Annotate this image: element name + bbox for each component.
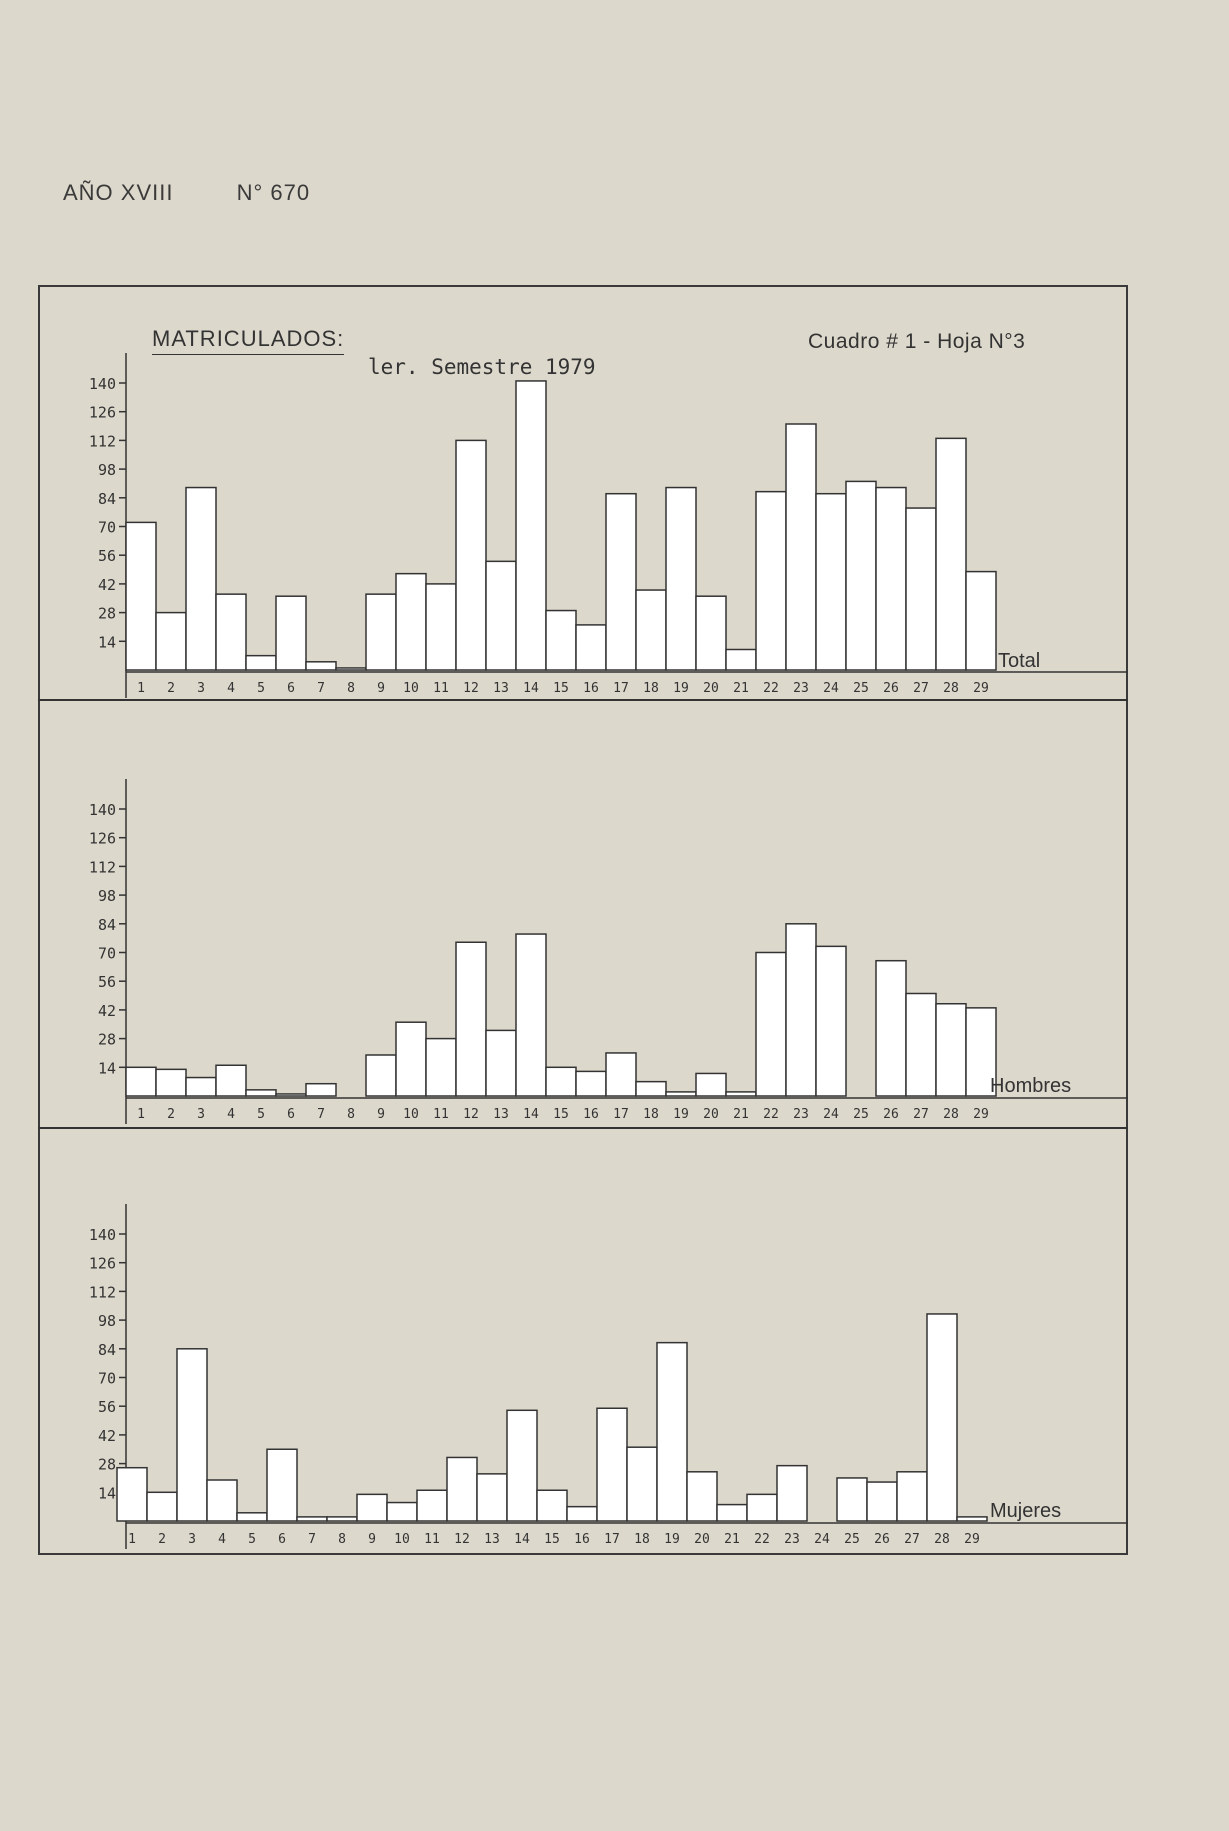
bar-mujeres-3 (177, 1349, 207, 1521)
bar-total-20 (696, 596, 726, 670)
y-tick-label: 98 (97, 461, 116, 480)
x-tick-label: 25 (853, 1107, 869, 1122)
x-tick-label: 6 (278, 1532, 286, 1547)
bar-mujeres-2 (147, 1492, 177, 1521)
bar-total-24 (816, 494, 846, 670)
x-tick-label: 27 (904, 1532, 920, 1547)
y-tick-label: 70 (97, 1369, 116, 1388)
x-tick-label: 28 (943, 681, 959, 696)
x-tick-label: 7 (308, 1532, 316, 1547)
x-tick-label: 7 (317, 681, 325, 696)
x-tick-label: 25 (853, 681, 869, 696)
volume-label: AÑO XVIII (63, 180, 174, 205)
x-tick-label: 13 (484, 1532, 500, 1547)
figure-reference: Cuadro # 1 - Hoja N°3 (808, 330, 1026, 353)
bar-total-28 (936, 438, 966, 670)
x-tick-label: 4 (227, 1107, 235, 1122)
bar-hombres-22 (756, 953, 786, 1097)
bar-hombres-14 (516, 934, 546, 1096)
x-tick-label: 16 (574, 1532, 590, 1547)
bar-mujeres-12 (447, 1457, 477, 1521)
x-tick-label: 15 (553, 1107, 569, 1122)
bar-mujeres-28 (927, 1314, 957, 1521)
y-tick-label: 42 (97, 1001, 116, 1020)
bar-total-6 (276, 596, 306, 670)
bar-mujeres-23 (777, 1466, 807, 1521)
x-tick-label: 20 (703, 681, 719, 696)
x-tick-label: 3 (197, 681, 205, 696)
x-tick-label: 28 (934, 1532, 950, 1547)
x-tick-label: 8 (347, 1107, 355, 1122)
x-tick-label: 2 (167, 681, 175, 696)
x-tick-label: 26 (883, 1107, 899, 1122)
x-tick-label: 4 (218, 1532, 226, 1547)
y-tick-label: 42 (97, 1426, 116, 1445)
x-tick-label: 22 (763, 1107, 779, 1122)
bar-mujeres-5 (237, 1513, 267, 1521)
x-tick-label: 12 (463, 681, 479, 696)
y-tick-label: 14 (97, 633, 116, 652)
x-tick-label: 23 (793, 681, 809, 696)
x-tick-label: 21 (733, 681, 749, 696)
x-tick-label: 1 (128, 1532, 136, 1547)
y-tick-label: 56 (97, 1398, 116, 1417)
bar-hombres-26 (876, 961, 906, 1096)
x-tick-label: 23 (793, 1107, 809, 1122)
x-tick-label: 6 (287, 1107, 295, 1122)
bar-total-2 (156, 613, 186, 670)
y-tick-label: 126 (88, 403, 116, 422)
y-tick-label: 70 (97, 518, 116, 537)
x-tick-label: 18 (643, 681, 659, 696)
x-tick-label: 21 (724, 1532, 740, 1547)
bar-hombres-4 (216, 1065, 246, 1096)
bar-hombres-21 (726, 1092, 756, 1096)
x-tick-label: 24 (823, 1107, 839, 1122)
bar-total-26 (876, 488, 906, 670)
x-tick-label: 9 (377, 681, 385, 696)
bar-total-9 (366, 594, 396, 670)
bar-total-15 (546, 611, 576, 670)
x-tick-label: 16 (583, 1107, 599, 1122)
y-tick-label: 140 (88, 801, 116, 819)
x-tick-label: 29 (964, 1532, 980, 1547)
x-tick-label: 19 (673, 1107, 689, 1122)
x-tick-label: 9 (377, 1107, 385, 1122)
bar-mujeres-15 (537, 1490, 567, 1521)
bar-hombres-28 (936, 1004, 966, 1096)
x-tick-label: 3 (197, 1107, 205, 1122)
bar-total-8 (336, 668, 366, 670)
bar-hombres-17 (606, 1053, 636, 1096)
x-tick-label: 10 (403, 1107, 419, 1122)
bar-hombres-10 (396, 1022, 426, 1096)
bar-total-22 (756, 492, 786, 670)
bar-hombres-19 (666, 1092, 696, 1096)
x-tick-label: 11 (433, 1107, 449, 1122)
bar-total-7 (306, 662, 336, 670)
y-tick-label: 28 (97, 1455, 116, 1474)
x-tick-label: 29 (973, 1107, 989, 1122)
y-tick-label: 56 (97, 973, 116, 992)
x-tick-label: 27 (913, 681, 929, 696)
y-tick-label: 84 (97, 915, 116, 934)
bar-mujeres-14 (507, 1410, 537, 1521)
x-tick-label: 17 (604, 1532, 620, 1547)
y-tick-label: 112 (88, 858, 116, 877)
y-tick-label: 112 (88, 432, 116, 451)
x-tick-label: 3 (188, 1532, 196, 1547)
bar-hombres-15 (546, 1067, 576, 1096)
x-tick-label: 13 (493, 681, 509, 696)
bar-hombres-9 (366, 1055, 396, 1096)
bar-hombres-5 (246, 1090, 276, 1096)
bar-mujeres-16 (567, 1507, 597, 1521)
x-tick-label: 18 (634, 1532, 650, 1547)
bar-mujeres-8 (327, 1517, 357, 1521)
x-tick-label: 20 (703, 1107, 719, 1122)
bar-total-5 (246, 656, 276, 670)
issue-number: N° 670 (236, 180, 311, 205)
x-tick-label: 11 (433, 681, 449, 696)
x-tick-label: 26 (883, 681, 899, 696)
x-tick-label: 29 (973, 681, 989, 696)
bar-total-13 (486, 561, 516, 670)
x-tick-label: 14 (514, 1532, 530, 1547)
x-tick-label: 8 (338, 1532, 346, 1547)
panel-label-hombres: Hombres (990, 1075, 1072, 1097)
y-tick-label: 98 (97, 887, 116, 906)
bar-total-4 (216, 594, 246, 670)
x-tick-label: 25 (844, 1532, 860, 1547)
bar-mujeres-1 (117, 1468, 147, 1521)
panel-label-mujeres: Mujeres (990, 1500, 1062, 1522)
x-tick-label: 2 (158, 1532, 166, 1547)
bar-mujeres-4 (207, 1480, 237, 1521)
bar-total-27 (906, 508, 936, 670)
x-tick-label: 19 (673, 681, 689, 696)
x-tick-label: 18 (643, 1107, 659, 1122)
bar-hombres-27 (906, 994, 936, 1097)
y-tick-label: 98 (97, 1312, 116, 1331)
x-tick-label: 24 (823, 681, 839, 696)
bar-hombres-18 (636, 1082, 666, 1096)
y-tick-label: 140 (88, 1226, 116, 1244)
bar-mujeres-29 (957, 1517, 987, 1521)
bar-mujeres-10 (387, 1503, 417, 1521)
bar-hombres-16 (576, 1071, 606, 1096)
x-tick-label: 5 (257, 1107, 265, 1122)
x-tick-label: 12 (454, 1532, 470, 1547)
x-tick-label: 9 (368, 1532, 376, 1547)
x-tick-label: 20 (694, 1532, 710, 1547)
bar-total-3 (186, 488, 216, 670)
x-tick-label: 10 (403, 681, 419, 696)
x-tick-label: 2 (167, 1107, 175, 1122)
x-tick-label: 8 (347, 681, 355, 696)
y-tick-label: 70 (97, 944, 116, 963)
bar-mujeres-19 (657, 1343, 687, 1521)
x-tick-label: 17 (613, 1107, 629, 1122)
bar-mujeres-18 (627, 1447, 657, 1521)
bar-hombres-1 (126, 1067, 156, 1096)
panel-label-total: Total (998, 650, 1041, 672)
figure-title: MATRICULADOS: (152, 326, 344, 355)
x-tick-label: 1 (137, 1107, 145, 1122)
x-tick-label: 28 (943, 1107, 959, 1122)
bar-total-14 (516, 381, 546, 670)
bar-hombres-6 (276, 1094, 306, 1096)
bar-total-10 (396, 574, 426, 670)
bar-mujeres-13 (477, 1474, 507, 1521)
bar-total-11 (426, 584, 456, 670)
x-tick-label: 16 (583, 681, 599, 696)
bar-hombres-13 (486, 1030, 516, 1096)
x-tick-label: 13 (493, 1107, 509, 1122)
bar-mujeres-22 (747, 1494, 777, 1521)
bar-total-12 (456, 440, 486, 670)
x-tick-label: 23 (784, 1532, 800, 1547)
y-tick-label: 126 (88, 1254, 116, 1273)
bar-mujeres-7 (297, 1517, 327, 1521)
y-tick-label: 84 (97, 1340, 116, 1359)
x-tick-label: 12 (463, 1107, 479, 1122)
x-tick-label: 5 (248, 1532, 256, 1547)
figure-subtitle: ler. Semestre 1979 (368, 355, 596, 379)
y-tick-label: 126 (88, 829, 116, 848)
y-tick-label: 42 (97, 575, 116, 594)
x-tick-label: 1 (137, 681, 145, 696)
y-tick-label: 28 (97, 604, 116, 623)
bar-total-1 (126, 522, 156, 670)
bar-total-16 (576, 625, 606, 670)
y-tick-label: 28 (97, 1030, 116, 1049)
y-tick-label: 140 (88, 375, 116, 393)
bar-total-19 (666, 488, 696, 670)
x-tick-label: 21 (733, 1107, 749, 1122)
bar-hombres-24 (816, 946, 846, 1096)
bar-mujeres-11 (417, 1490, 447, 1521)
x-tick-label: 19 (664, 1532, 680, 1547)
x-tick-label: 15 (544, 1532, 560, 1547)
bar-hombres-23 (786, 924, 816, 1096)
bar-hombres-12 (456, 942, 486, 1096)
bar-total-17 (606, 494, 636, 670)
y-tick-label: 112 (88, 1283, 116, 1302)
x-tick-label: 7 (317, 1107, 325, 1122)
bar-hombres-11 (426, 1039, 456, 1096)
x-tick-label: 15 (553, 681, 569, 696)
x-tick-label: 27 (913, 1107, 929, 1122)
bar-total-18 (636, 590, 666, 670)
bar-hombres-2 (156, 1069, 186, 1096)
x-tick-label: 6 (287, 681, 295, 696)
bar-mujeres-25 (837, 1478, 867, 1521)
bar-mujeres-27 (897, 1472, 927, 1521)
bar-mujeres-9 (357, 1494, 387, 1521)
bar-mujeres-26 (867, 1482, 897, 1521)
x-tick-label: 26 (874, 1532, 890, 1547)
bar-mujeres-21 (717, 1505, 747, 1521)
x-tick-label: 4 (227, 681, 235, 696)
bar-total-29 (966, 572, 996, 670)
y-tick-label: 14 (97, 1484, 116, 1503)
y-tick-label: 56 (97, 547, 116, 566)
x-tick-label: 5 (257, 681, 265, 696)
bar-hombres-3 (186, 1078, 216, 1096)
bar-mujeres-17 (597, 1408, 627, 1521)
bar-total-23 (786, 424, 816, 670)
bar-total-21 (726, 650, 756, 671)
x-tick-label: 22 (754, 1532, 770, 1547)
x-tick-label: 11 (424, 1532, 440, 1547)
bar-total-25 (846, 481, 876, 670)
bar-hombres-7 (306, 1084, 336, 1096)
x-tick-label: 22 (763, 681, 779, 696)
x-tick-label: 14 (523, 1107, 539, 1122)
y-tick-label: 84 (97, 489, 116, 508)
bar-mujeres-20 (687, 1472, 717, 1521)
x-tick-label: 14 (523, 681, 539, 696)
bar-hombres-20 (696, 1073, 726, 1096)
y-tick-label: 14 (97, 1059, 116, 1078)
x-tick-label: 24 (814, 1532, 830, 1547)
x-tick-label: 10 (394, 1532, 410, 1547)
x-tick-label: 17 (613, 681, 629, 696)
bar-mujeres-6 (267, 1449, 297, 1521)
